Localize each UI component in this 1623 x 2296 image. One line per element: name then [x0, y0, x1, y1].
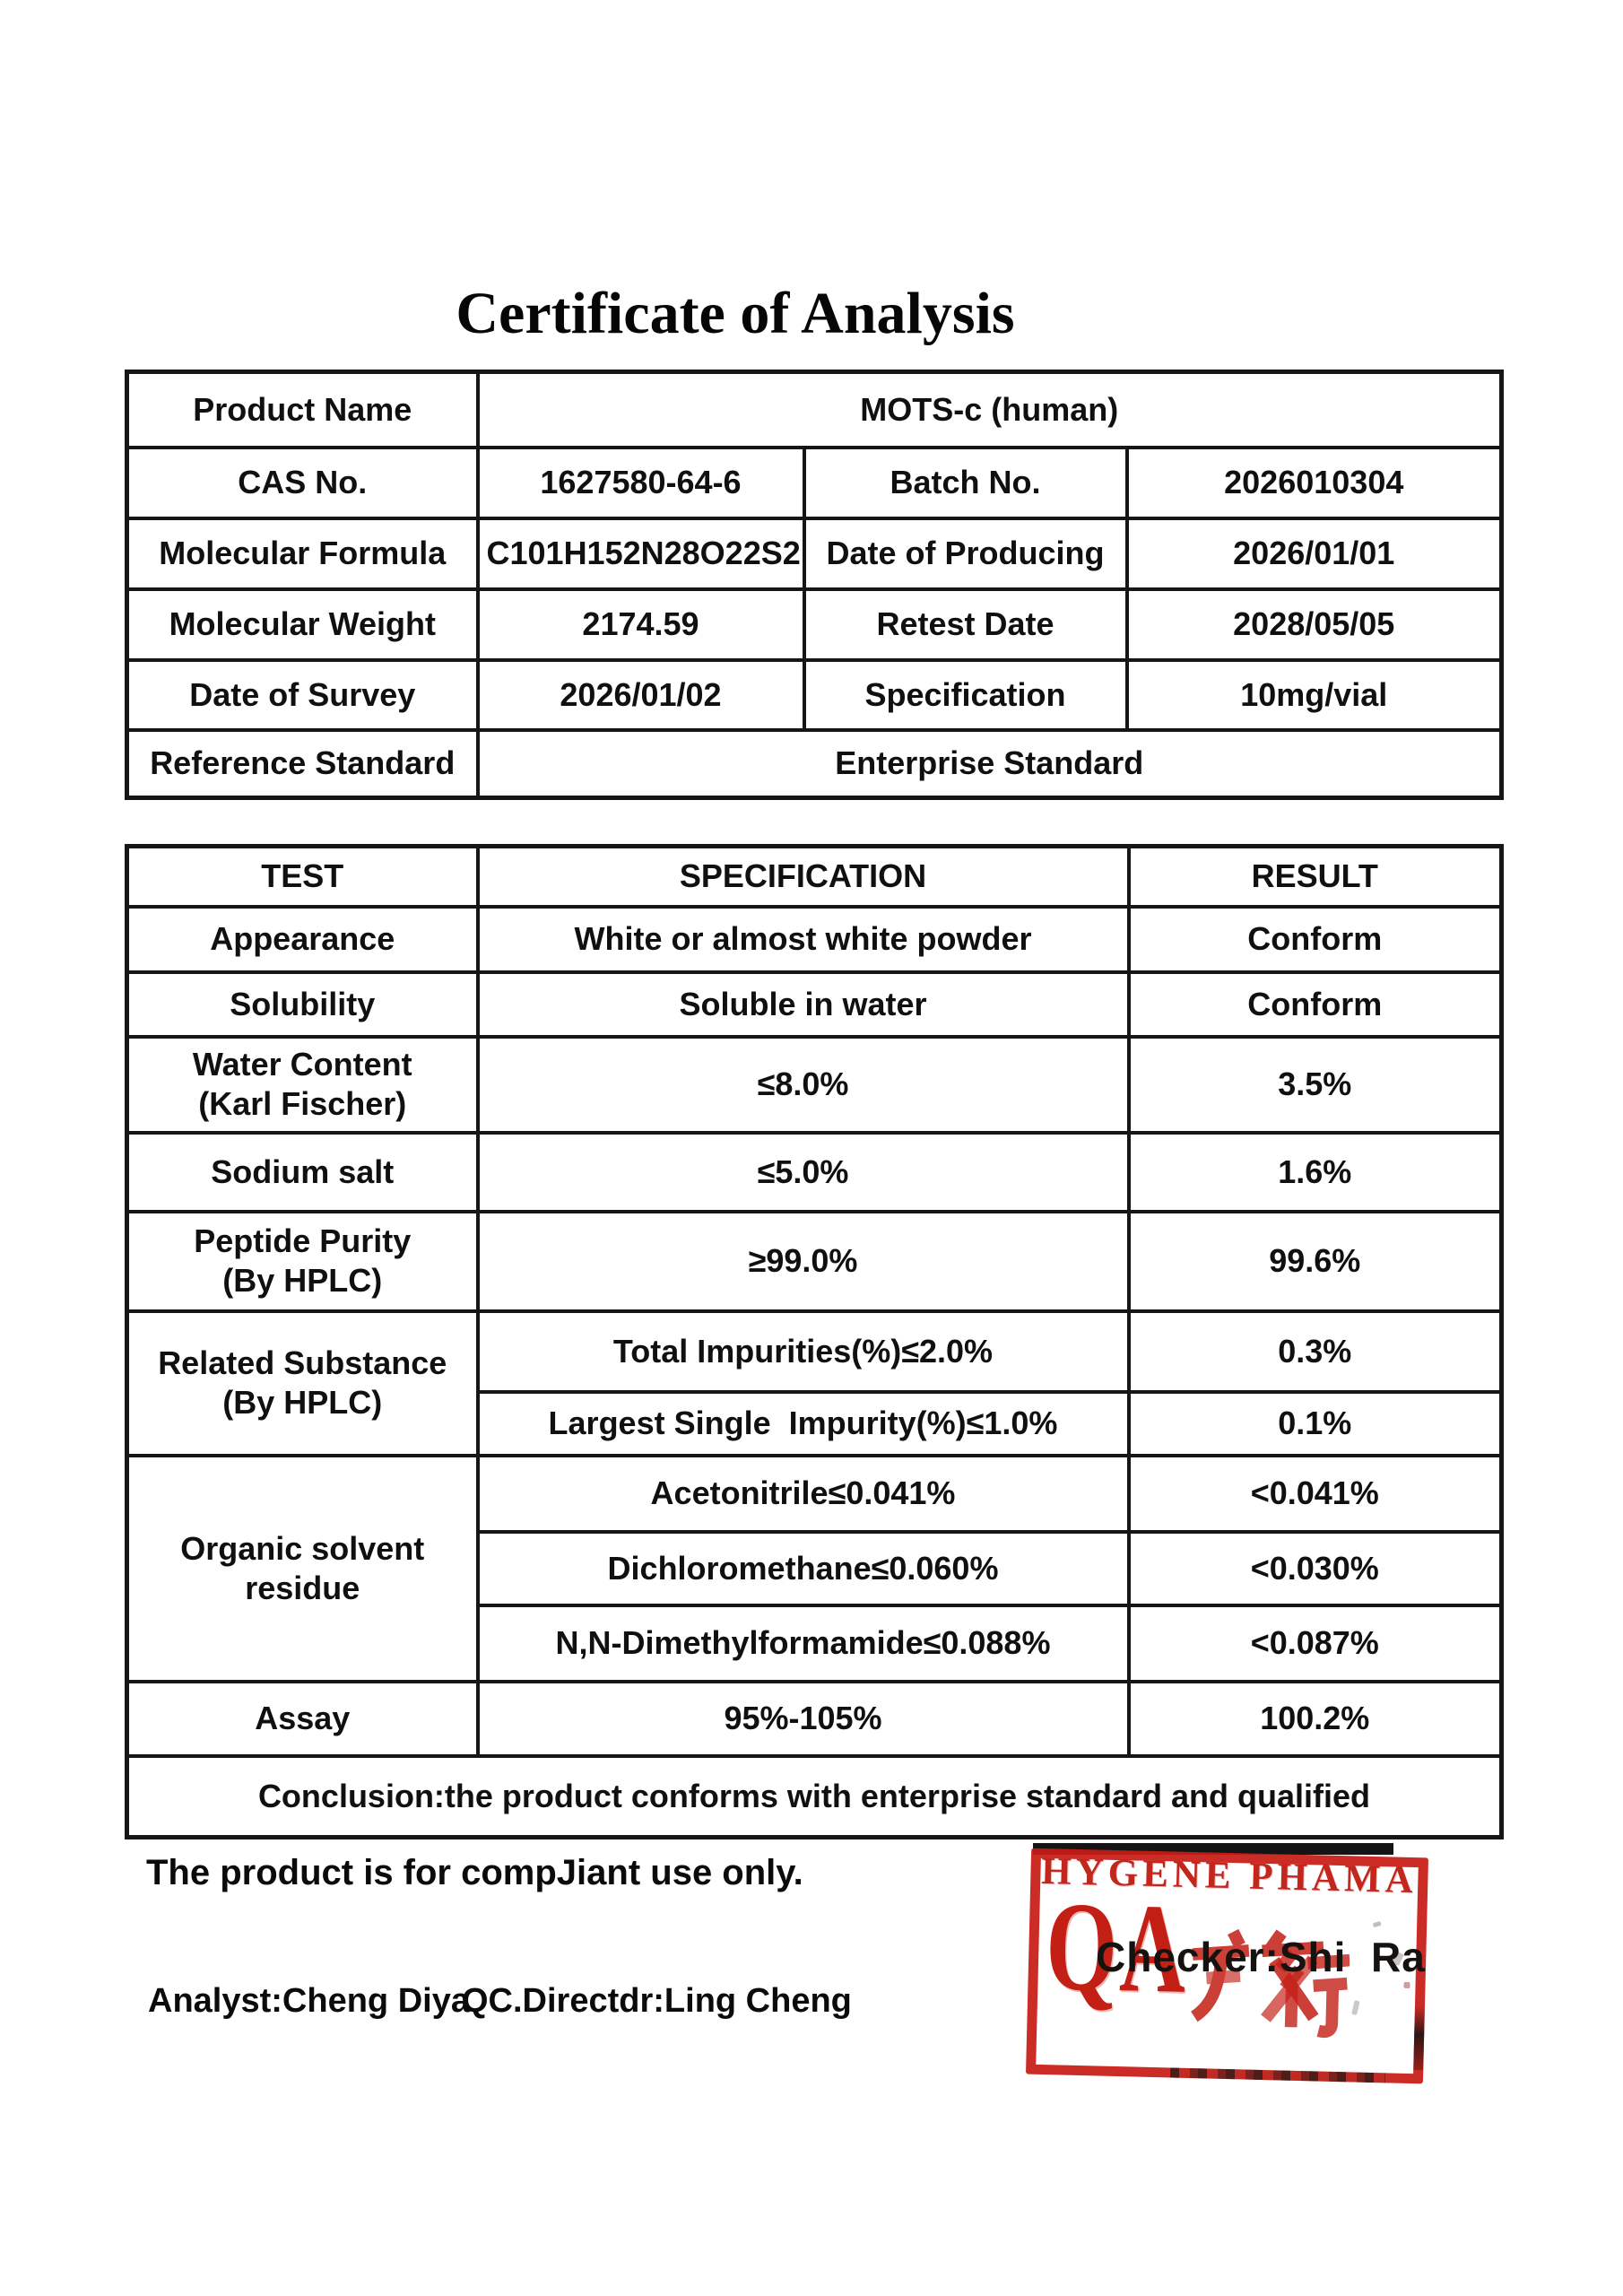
- peptide-purity-spec: ≥99.0%: [478, 1212, 1129, 1311]
- stamp-checker-text: Checker:Shi Ra: [1096, 1934, 1426, 1980]
- sodium-salt-result: 1.6%: [1129, 1133, 1502, 1212]
- peptide-purity-line2: (By HPLC): [222, 1262, 383, 1299]
- qc-director-signature: QC.Directdr:Ling Cheng: [462, 1982, 852, 2020]
- reference-standard-label: Reference Standard: [127, 730, 478, 798]
- product-name-label: Product Name: [127, 372, 478, 448]
- ink-speck: [1373, 1921, 1382, 1927]
- peptide-purity-line1: Peptide Purity: [194, 1222, 412, 1260]
- stamp-ink-streak: [1413, 2005, 1425, 2070]
- sodium-salt-test: Sodium salt: [127, 1133, 478, 1212]
- peptide-purity-result: 99.6%: [1129, 1212, 1502, 1311]
- dimethylformamide-spec: N,N-Dimethylformamide≤0.088%: [478, 1605, 1129, 1682]
- reference-standard-value: Enterprise Standard: [478, 730, 1502, 798]
- acetonitrile-spec: Acetonitrile≤0.041%: [478, 1456, 1129, 1532]
- formula-value: C101H152N28O22S2: [478, 518, 804, 589]
- peptide-purity-test: [127, 1212, 478, 1311]
- water-content-test: [127, 1037, 478, 1133]
- table-row: [127, 1756, 1502, 1838]
- stamp-company-name: HYGENE PHAMA: [1040, 1849, 1419, 1902]
- test-header: TEST: [127, 847, 478, 907]
- retest-date-value: 2028/05/05: [1127, 589, 1502, 660]
- producing-date-label: Date of Producing: [804, 518, 1127, 589]
- table-row: [127, 730, 1502, 798]
- test-result-table: [125, 844, 1504, 1839]
- product-info-table: [125, 370, 1504, 800]
- table-row: [127, 1212, 1502, 1311]
- formula-label: Molecular Formula: [127, 518, 478, 589]
- batch-value: 2026010304: [1127, 448, 1502, 518]
- qa-stamp: [1028, 1839, 1450, 2095]
- page-title: Certificate of Analysis: [456, 281, 1015, 346]
- appearance-spec: White or almost white powder: [478, 907, 1129, 972]
- assay-spec: 95%-105%: [478, 1682, 1129, 1756]
- table-row: [127, 1456, 1502, 1532]
- largest-impurity-spec: Largest Single Impurity(%)≤1.0%: [478, 1392, 1129, 1456]
- table-row: [127, 660, 1502, 730]
- acetonitrile-result: <0.041%: [1129, 1456, 1502, 1532]
- assay-test: Assay: [127, 1682, 478, 1756]
- total-impurities-result: 0.3%: [1129, 1311, 1502, 1392]
- table-row: [127, 1311, 1502, 1392]
- cas-label: CAS No.: [127, 448, 478, 518]
- related-substance-test: [127, 1311, 478, 1456]
- table-row: [127, 372, 1502, 448]
- water-content-spec: ≤8.0%: [478, 1037, 1129, 1133]
- ink-speck: [1351, 2000, 1360, 2015]
- product-name-value: MOTS-c (human): [478, 372, 1502, 448]
- compliance-note: The product is for compJiant use only.: [146, 1853, 803, 1892]
- assay-result: 100.2%: [1129, 1682, 1502, 1756]
- survey-date-label: Date of Survey: [127, 660, 478, 730]
- water-content-line1: Water Content: [192, 1046, 412, 1083]
- specification-value: 10mg/vial: [1127, 660, 1502, 730]
- specification-label: Specification: [804, 660, 1127, 730]
- sodium-salt-spec: ≤5.0%: [478, 1133, 1129, 1212]
- organic-solvent-test: Organic solvent residue: [127, 1456, 478, 1682]
- table-row: [127, 518, 1502, 589]
- weight-value: 2174.59: [478, 589, 804, 660]
- table-row: [127, 448, 1502, 518]
- solubility-result: Conform: [1129, 972, 1502, 1037]
- stamp-ink-smudge: [1170, 2067, 1385, 2083]
- table-row: [127, 1037, 1502, 1133]
- related-substance-line1: Related Substance: [158, 1344, 447, 1382]
- table-row: [127, 1133, 1502, 1212]
- retest-date-label: Retest Date: [804, 589, 1127, 660]
- result-header: RESULT: [1129, 847, 1502, 907]
- batch-label: Batch No.: [804, 448, 1127, 518]
- table-row: [127, 972, 1502, 1037]
- table-row: [127, 1682, 1502, 1756]
- largest-impurity-result: 0.1%: [1129, 1392, 1502, 1456]
- total-impurities-spec: Total Impurities(%)≤2.0%: [478, 1311, 1129, 1392]
- water-content-result: 3.5%: [1129, 1037, 1502, 1133]
- stamp-qa-letters: QA: [1044, 1874, 1191, 2020]
- solubility-spec: Soluble in water: [478, 972, 1129, 1037]
- table-header-row: [127, 847, 1502, 907]
- survey-date-value: 2026/01/02: [478, 660, 804, 730]
- appearance-result: Conform: [1129, 907, 1502, 972]
- specification-header: SPECIFICATION: [478, 847, 1129, 907]
- producing-date-value: 2026/01/01: [1127, 518, 1502, 589]
- table-row: [127, 589, 1502, 660]
- dichloromethane-result: <0.030%: [1129, 1532, 1502, 1605]
- analyst-signature: Analyst:Cheng Diya: [148, 1982, 470, 2020]
- appearance-test: Appearance: [127, 907, 478, 972]
- ink-speck: [1403, 1982, 1410, 1988]
- conclusion-cell: Conclusion:the product conforms with enterprise standard and qualified: [127, 1756, 1502, 1838]
- cas-value: 1627580-64-6: [478, 448, 804, 518]
- weight-label: Molecular Weight: [127, 589, 478, 660]
- dimethylformamide-result: <0.087%: [1129, 1605, 1502, 1682]
- signature-line: [148, 1982, 852, 2021]
- water-content-line2: (Karl Fischer): [198, 1085, 407, 1122]
- related-substance-line2: (By HPLC): [222, 1384, 383, 1421]
- solubility-test: Solubility: [127, 972, 478, 1037]
- dichloromethane-spec: Dichloromethane≤0.060%: [478, 1532, 1129, 1605]
- table-row: [127, 907, 1502, 972]
